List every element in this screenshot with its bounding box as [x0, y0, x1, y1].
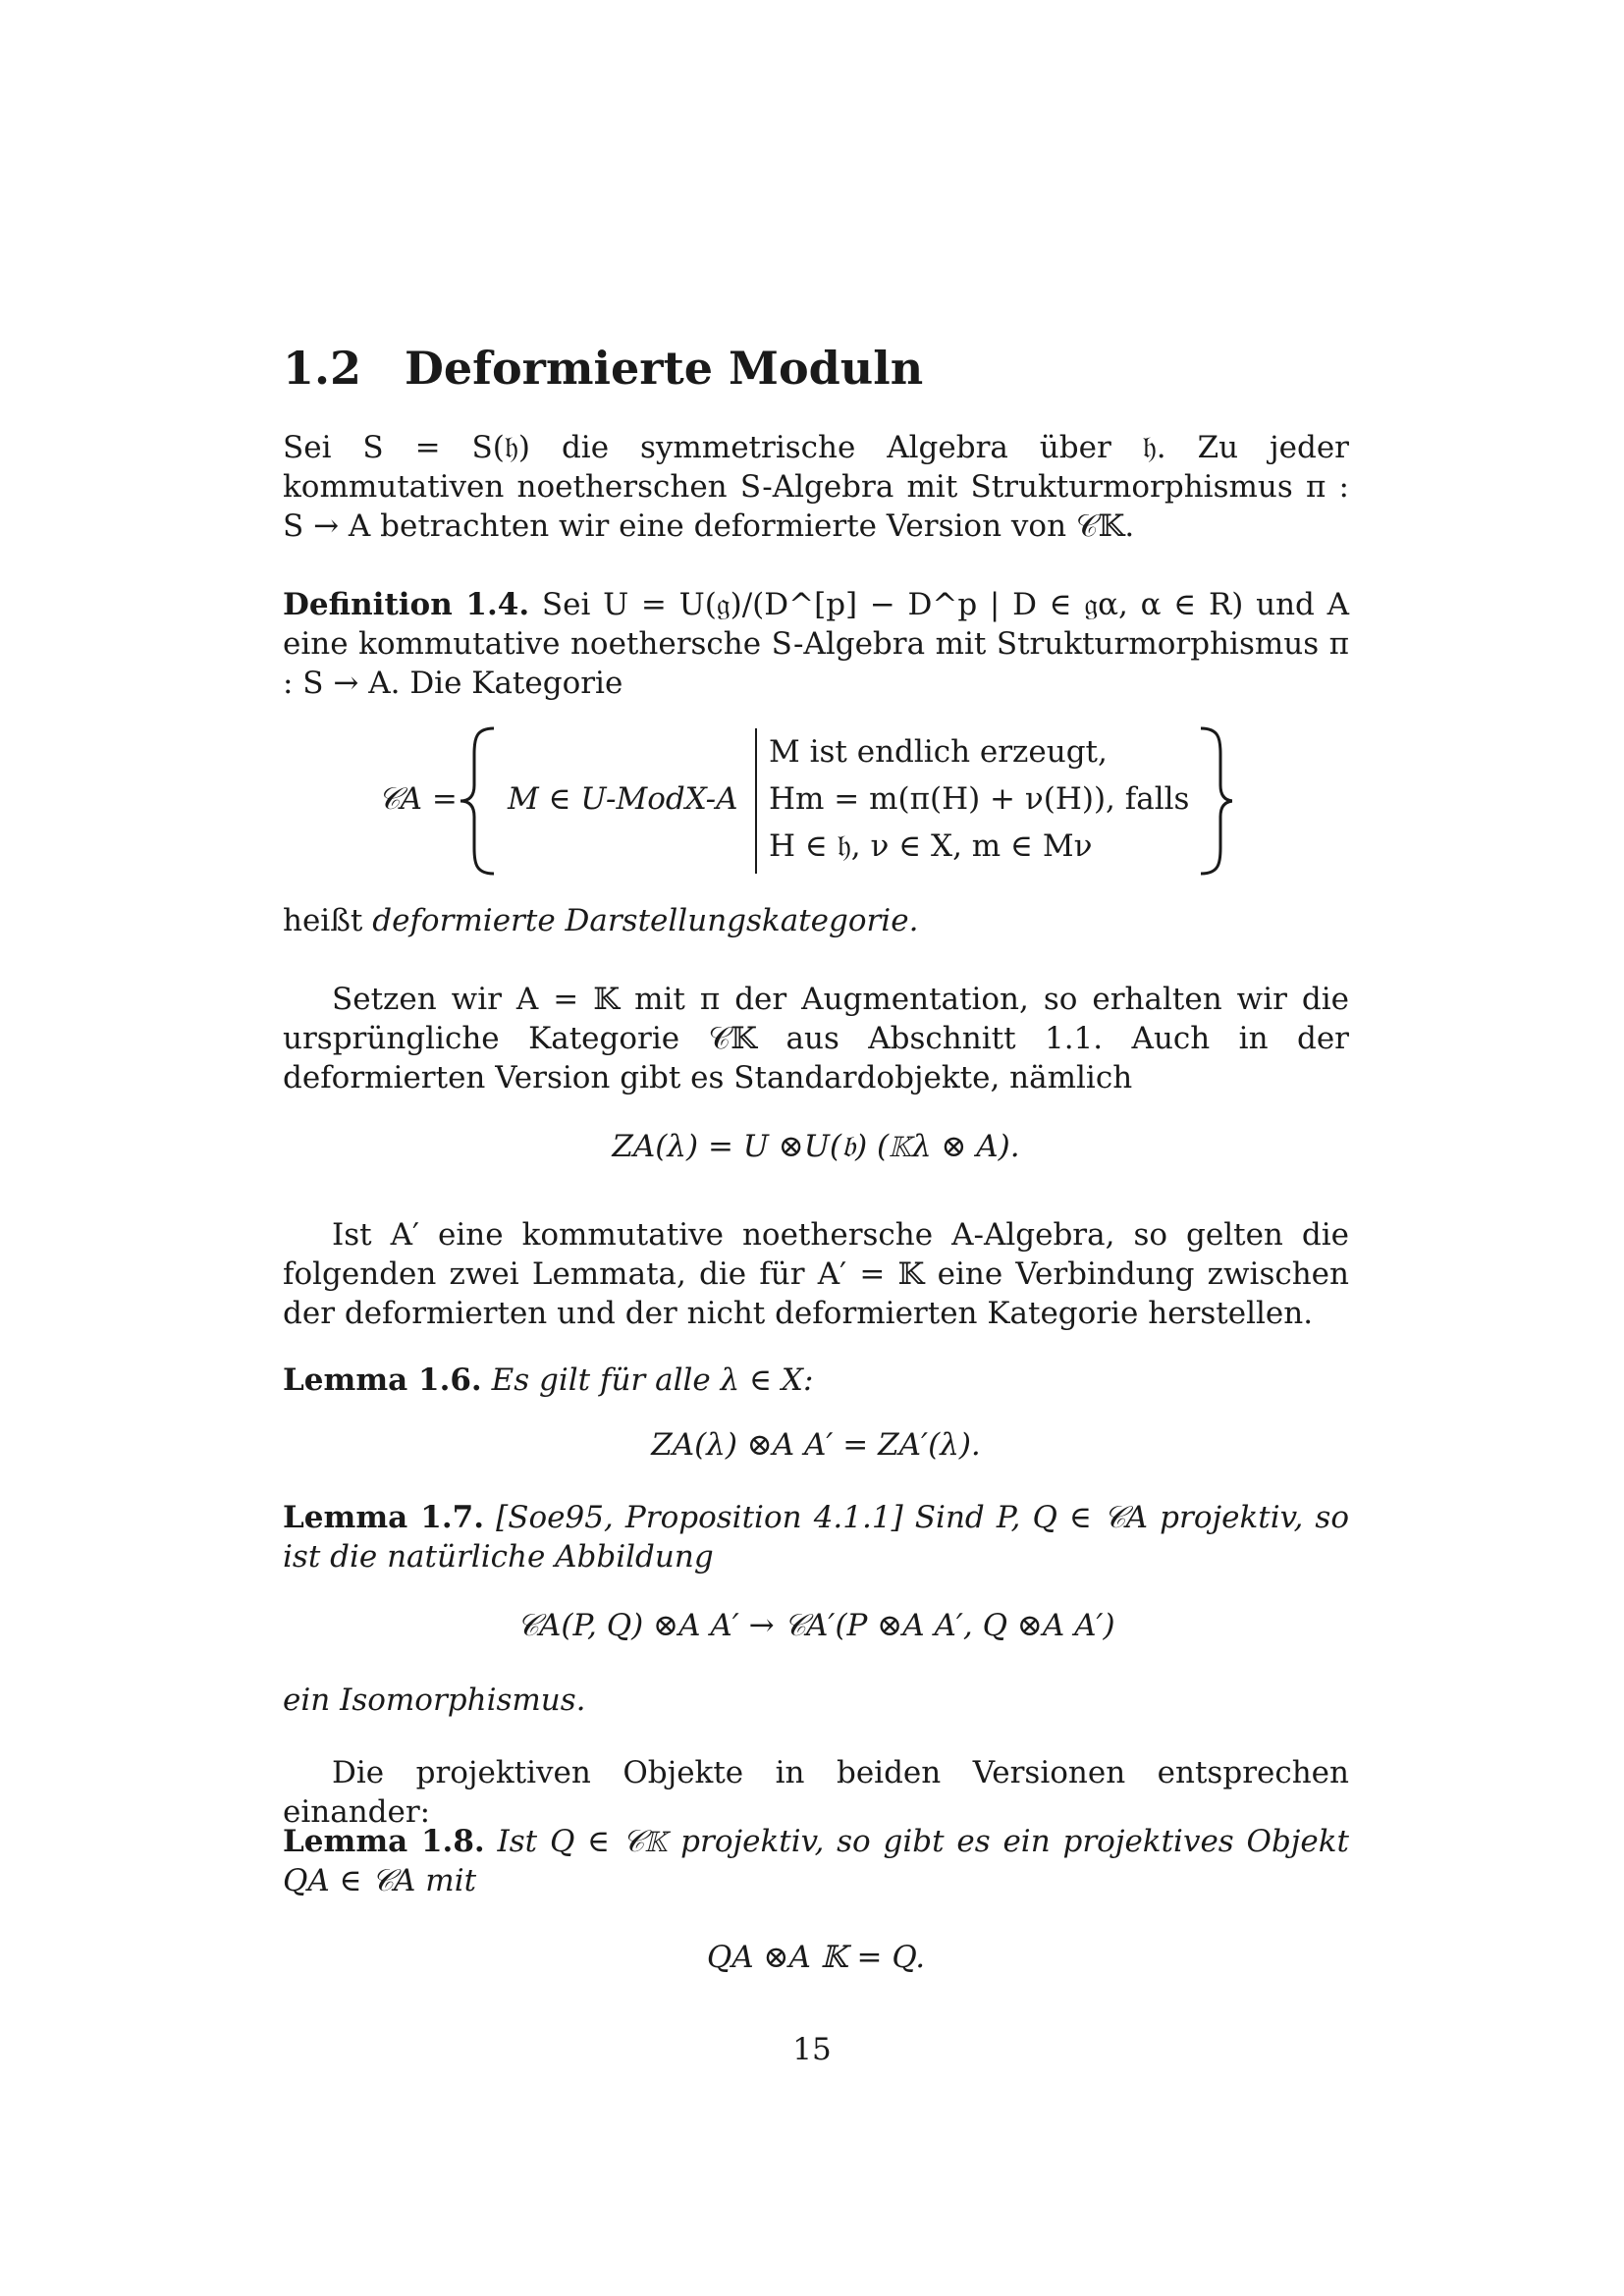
- definition-after: [283, 901, 1349, 940]
- page-number: 15: [792, 2032, 832, 2067]
- paragraph-augmentation: [283, 980, 1349, 1097]
- lemma-1-6: [283, 1361, 1349, 1400]
- section-heading: [283, 342, 923, 395]
- lemma-1-8-text: Ist Q ∈ 𝒞𝕂 projektiv, so gibt es ein projektives Objekt QA ∈ 𝒞A mit: [283, 1824, 1349, 1898]
- equation-standard-object: ZA(λ) = U ⊗U(𝔟) (𝕂λ ⊗ A).: [612, 1129, 1020, 1164]
- lemma-1-7-label: Lemma 1.7.: [283, 1500, 484, 1535]
- lemma-1-6-equation: ZA(λ) ⊗A A′ = ZA′(λ).: [651, 1427, 981, 1463]
- definition-after-prefix: heißt: [283, 903, 363, 938]
- intro-text: Sei S = S(𝔥) die symmetrische Algebra über 𝔥. Zu jeder kommutativen noetherschen S-Algebra mit Strukturmorphismus π : S → A betrachten wir eine deformierte Version von 𝒞𝕂.: [283, 430, 1349, 544]
- lemma-1-8: [283, 1822, 1349, 1900]
- set-condition-3: H ∈ 𝔥, ν ∈ X, m ∈ Mν: [769, 828, 1093, 864]
- section-title: Deformierte Moduln: [405, 342, 924, 395]
- definition-term: deformierte Darstellungskategorie.: [372, 903, 919, 938]
- lemma-1-8-label: Lemma 1.8.: [283, 1824, 485, 1859]
- paragraph-lemmata-intro-text: Ist A′ eine kommutative noethersche A-Algebra, so gelten die folgenden zwei Lemmata, die für A′ = 𝕂 eine Verbindung zwischen der deformierten und der nicht deformierten Kategorie herstellen.: [283, 1217, 1349, 1331]
- lemma-1-7-equation: 𝒞A(P, Q) ⊗A A′ → 𝒞A′(P ⊗A A′, Q ⊗A A′): [516, 1608, 1115, 1643]
- paragraph-augmentation-text: Setzen wir A = 𝕂 mit π der Augmentation, so erhalten wir die ursprüngliche Kategorie 𝒞𝕂 aus Abschnitt 1.1. Auch in der deformierten Version gibt es Standardobjekte, nämlich: [283, 982, 1349, 1095]
- paragraph-projective: [283, 1753, 1349, 1832]
- category-set-definition: [378, 724, 1232, 878]
- lemma-1-6-label: Lemma 1.6.: [283, 1362, 482, 1398]
- lemma-1-6-text: Es gilt für alle λ ∈ X:: [491, 1362, 814, 1398]
- definition-text: Sei U = U(𝔤)/(D^[p] − D^p | D ∈ 𝔤α, α ∈ R) und A eine kommutative noethersche S-Algebra mit Strukturmorphismus π : S → A. Die Kategorie: [283, 587, 1349, 701]
- set-condition-1: M ist endlich erzeugt,: [769, 734, 1108, 770]
- set-condition-2: Hm = m(π(H) + ν(H)), falls: [769, 781, 1190, 817]
- set-element: M ∈ U-ModX-A: [508, 781, 738, 817]
- section-number: 1.2: [283, 342, 362, 395]
- intro-paragraph: [283, 428, 1349, 546]
- definition-block: [283, 585, 1349, 703]
- lemma-1-8-equation: QA ⊗A 𝕂 = Q.: [706, 1940, 926, 1975]
- lemma-1-7-text: [Soe95, Proposition 4.1.1] Sind P, Q ∈ 𝒞A projektiv, so ist die natürliche Abbildung: [283, 1500, 1349, 1575]
- set-lhs: 𝒞A =: [378, 781, 458, 817]
- paragraph-lemmata-intro: [283, 1215, 1349, 1333]
- paragraph-projective-text: Die projektiven Objekte in beiden Versionen entsprechen einander:: [283, 1755, 1349, 1830]
- lemma-1-7: [283, 1498, 1349, 1576]
- lemma-1-7-after: ein Isomorphismus.: [283, 1682, 586, 1718]
- definition-label: Definition 1.4.: [283, 587, 530, 622]
